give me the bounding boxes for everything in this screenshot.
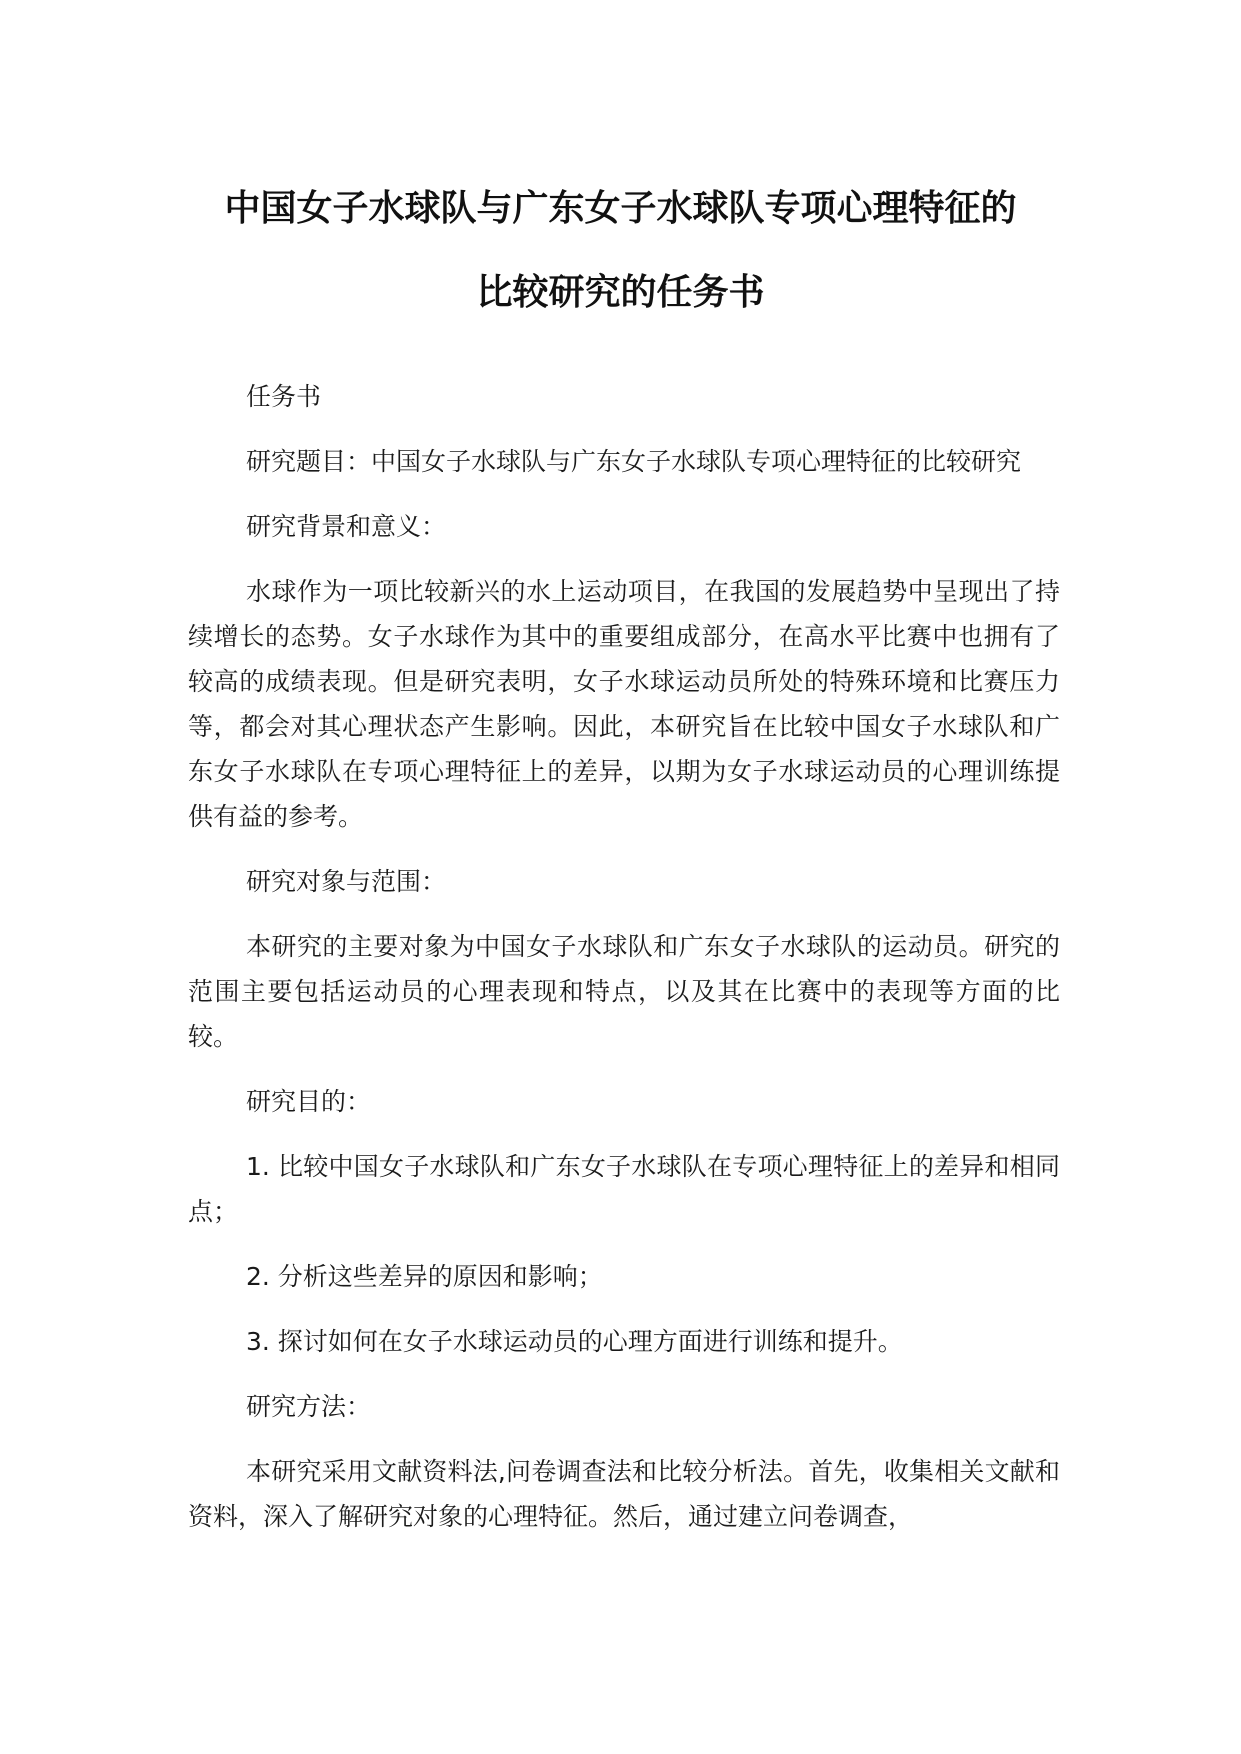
paragraph-subjects-scope: 本研究的主要对象为中国女子水球队和广东女子水球队的运动员。研究的范围主要包括运动员的心理表现和特点，以及其在比赛中的表现等方面的比较。 bbox=[188, 932, 1060, 1051]
heading-background-significance: 研究背景和意义： bbox=[246, 512, 447, 541]
heading-research-objectives: 研究目的： bbox=[246, 1087, 372, 1116]
objective-item-2: 2. 分析这些差异的原因和影响； bbox=[246, 1262, 603, 1291]
document-title-line-1: 中国女子水球队与广东女子水球队专项心理特征的 bbox=[224, 188, 1017, 229]
heading-research-methods: 研究方法： bbox=[246, 1392, 372, 1421]
paragraph-background: 水球作为一项比较新兴的水上运动项目，在我国的发展趋势中呈现出了持续增长的态势。女子水球作为其中的重要组成部分，在高水平比赛中也拥有了较高的成绩表现。但是研究表明，女子水球运动员所处的特殊环境和比赛压力等，都会对其心理状态产生影响。因此，本研究旨在比较中国女子水球队和广东女子水球队在专项心理特征上的差异，以期为女子水球运动员的心理训练提供有益的参考。 bbox=[188, 577, 1060, 831]
objective-item-1: 1. 比较中国女子水球队和广东女子水球队在专项心理特征上的差异和相同点； bbox=[188, 1152, 1060, 1226]
paragraph-research-methods: 本研究采用文献资料法,问卷调查法和比较分析法。首先，收集相关文献和资料，深入了解研究对象的心理特征。然后，通过建立问卷调查， bbox=[188, 1457, 1060, 1531]
paragraph-task-book-label: 任务书 bbox=[246, 382, 322, 411]
document-title-line-2: 比较研究的任务书 bbox=[476, 272, 765, 313]
objective-item-3: 3. 探讨如何在女子水球运动员的心理方面进行训练和提升。 bbox=[246, 1327, 903, 1356]
paragraph-research-topic: 研究题目：中国女子水球队与广东女子水球队专项心理特征的比较研究 bbox=[246, 447, 1022, 476]
heading-subjects-scope: 研究对象与范围： bbox=[246, 867, 447, 896]
document-body bbox=[188, 374, 1060, 1559]
